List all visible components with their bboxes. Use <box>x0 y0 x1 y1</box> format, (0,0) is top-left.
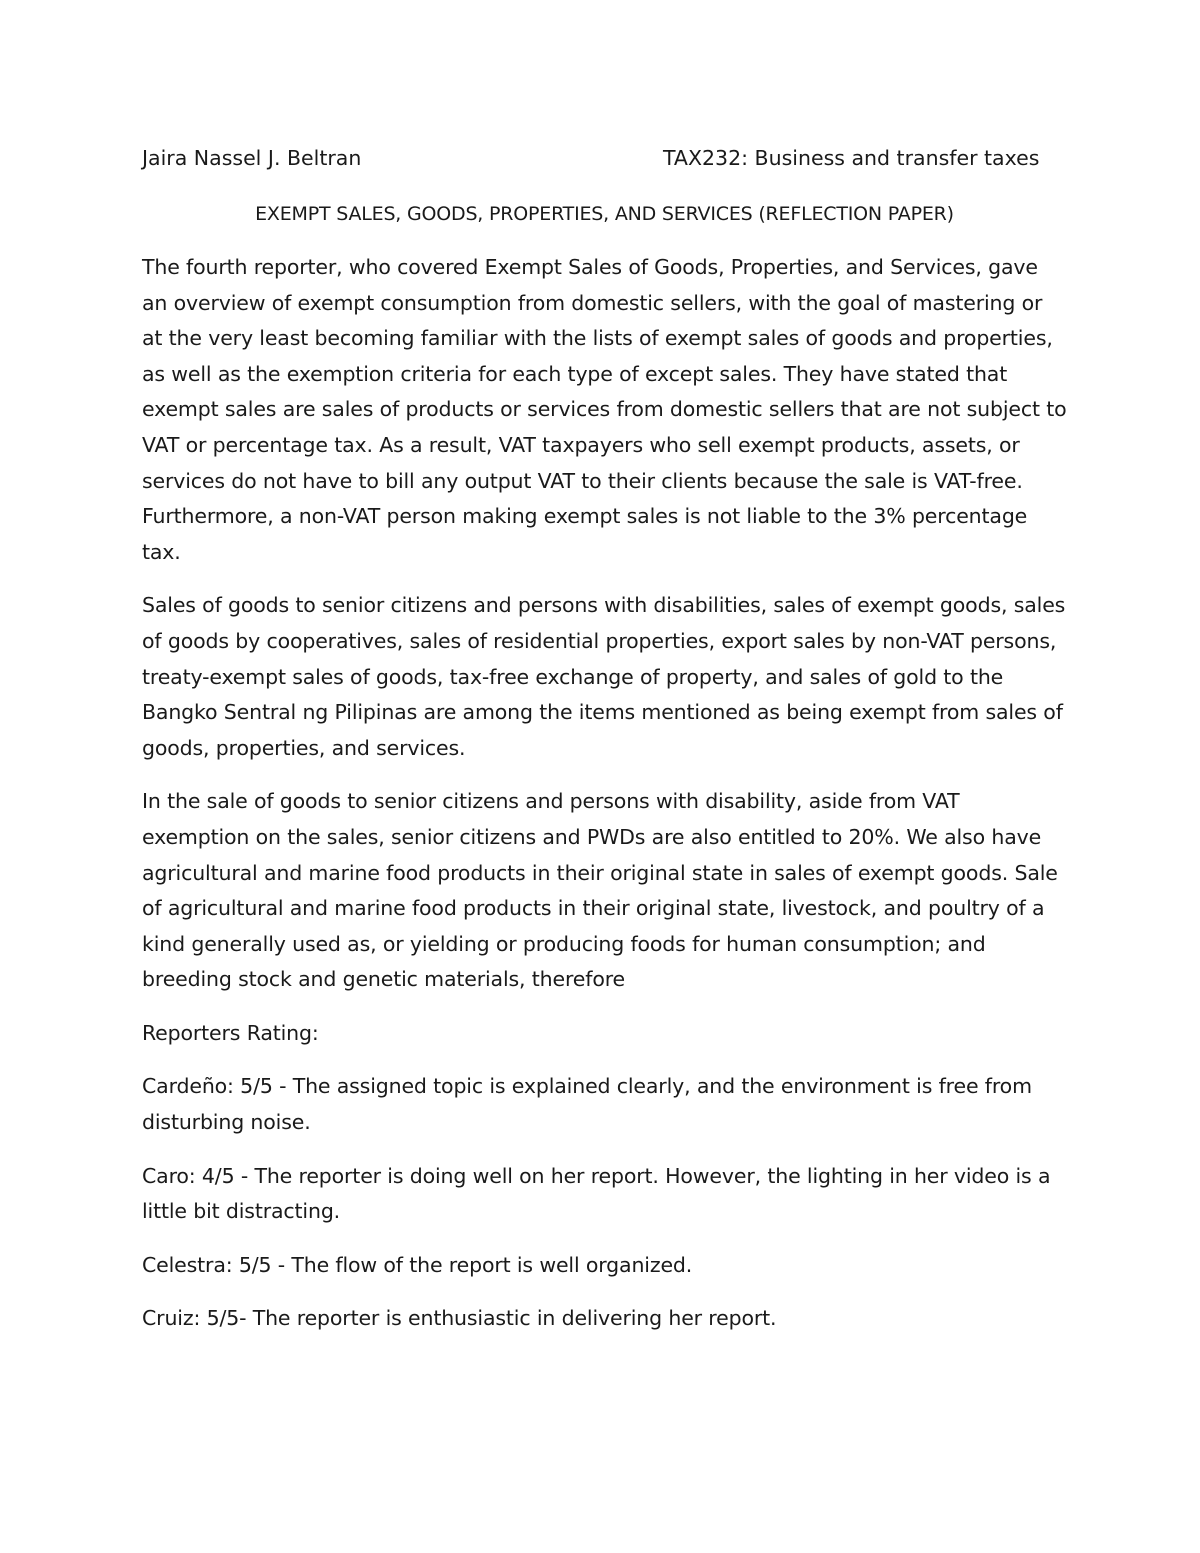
document-title: EXEMPT SALES, GOODS, PROPERTIES, AND SERVICES (REFLECTION PAPER) <box>255 203 954 225</box>
course-title: TAX232: Business and transfer taxes <box>663 146 1040 170</box>
rating-cardeno: Cardeño: 5/5 - The assigned topic is explained clearly, and the environment is free from disturbing noise. <box>142 1074 1032 1135</box>
ratings-heading: Reporters Rating: <box>142 1020 319 1045</box>
paragraph-senior-citizens: In the sale of goods to senior citizens and persons with disability, aside from VAT exemption on the sales, senior citizens and PWDs are also entitled to 20%. We also have agricultural and marine food products in their original state in sales of exempt goods. Sale of agricultural and marine food products in their original state, livestock, and poultry of a kind generally used as, or yielding or producing foods for human consumption; and breeding stock and genetic materials, therefore <box>142 789 1058 992</box>
rating-caro: Caro: 4/5 - The reporter is doing well on her report. However, the lighting in her video is a little bit distracting. <box>142 1163 1051 1224</box>
author-name: Jaira Nassel J. Beltran <box>142 146 362 170</box>
paragraph-overview: The fourth reporter, who covered Exempt Sales of Goods, Properties, and Services, gave an overview of exempt consumption from domestic sellers, with the goal of mastering or at the very least becoming familiar with the lists of exempt sales of goods and properties, as well as the exemption criteria for each type of except sales. They have stated that exempt sales are sales of products or services from domestic sellers that are not subject to VAT or percentage tax. As a result, VAT taxpayers who sell exempt products, assets, or services do not have to bill any output VAT to their clients because the sale is VAT-free. Furthermore, a non-VAT person making exempt sales is not liable to the 3% percentage tax. <box>142 255 1067 564</box>
paragraph-exempt-items: Sales of goods to senior citizens and persons with disabilities, sales of exempt goods, sales of goods by cooperatives, sales of residential properties, export sales by non-VAT persons, treaty-exempt sales of goods, tax-free exchange of property, and sales of gold to the Bangko Sentral ng Pilipinas are among the items mentioned as being exempt from sales of goods, properties, and services. <box>142 593 1066 760</box>
document-body <box>142 140 1067 1337</box>
document-header <box>142 140 1067 176</box>
rating-cruiz: Cruiz: 5/5- The reporter is enthusiastic in delivering her report. <box>142 1306 777 1331</box>
rating-celestra: Celestra: 5/5 - The flow of the report is well organized. <box>142 1252 693 1277</box>
